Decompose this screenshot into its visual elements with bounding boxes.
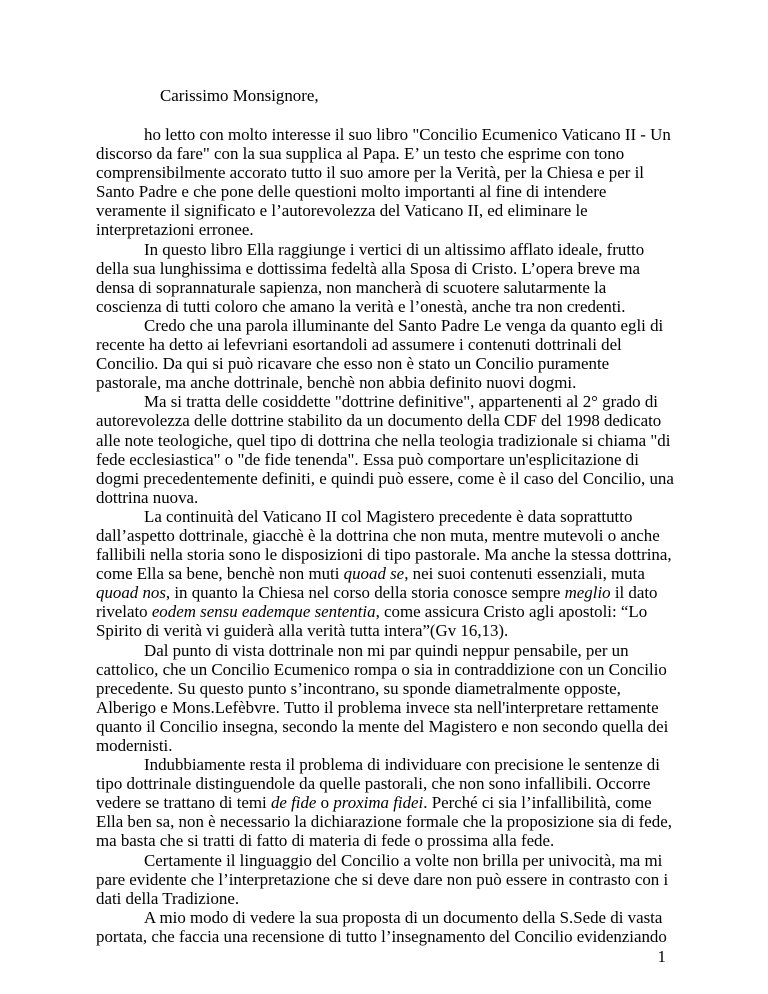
paragraph bbox=[96, 125, 676, 240]
paragraph bbox=[96, 851, 676, 908]
italic-phrase: de fide bbox=[270, 793, 317, 813]
text-run: Indubbiamente resta il problema di individuare con precisione le sentenze di tipo dottrinale distinguendole da quelle pastorali, che non sono infallibili. Occorre vedere se trattano di temi bbox=[96, 755, 660, 813]
text-run: Certamente il linguaggio del Concilio a volte non brilla per univocità, ma mi pare evidente che l’interpretazione che si deve dare non può essere in contrasto con i dati della Tradizione. bbox=[96, 850, 669, 908]
salutation: Carissimo Monsignore, bbox=[160, 86, 319, 105]
italic-phrase: meglio bbox=[564, 583, 611, 603]
text-run: Credo che una parola illuminante del Santo Padre Le venga da quanto egli di recente ha detto ai lefevriani esortandoli ad assumere i contenuti dottrinali del Concilio. Da qui si può ricavare che esso non è stato un Concilio puramente pastorale, ma anche dottrinale, benchè non abbia definito nuovi dogmi. bbox=[96, 315, 664, 393]
page-number: 1 bbox=[657, 947, 666, 966]
paragraph bbox=[96, 240, 676, 316]
paragraph bbox=[96, 755, 676, 850]
text-run: La continuità del Vaticano II col Magistero precedente è data soprattutto dall’aspetto dottrinale, giacchè è la dottrina che non muta, mentre mutevoli o anche fallibili nella storia sono le disposizioni di tipo pastorale. Ma anche la stessa dottrina, come Ella sa bene, benchè non muti bbox=[96, 506, 672, 584]
paragraph bbox=[96, 316, 676, 392]
text-run: , come assicura Cristo agli apostoli: “Lo Spirito di verità vi guiderà alla verità tutta intera”(Gv 16,13). bbox=[96, 602, 648, 641]
text-run: , in quanto la Chiesa nel corso della storia conosce sempre bbox=[165, 583, 565, 603]
paragraph bbox=[96, 507, 676, 641]
text-run: . Perché ci sia l’infallibilità, come Ella ben sa, non è necessario la dichiarazione formale che la proposizione sia di fede, ma basta che si tratti di fatto di materia di fede o prossima alla fede. bbox=[96, 793, 672, 851]
paragraph bbox=[96, 392, 676, 507]
paragraph bbox=[96, 908, 676, 946]
paragraph bbox=[96, 641, 676, 756]
italic-phrase: quoad nos bbox=[96, 583, 166, 603]
italic-phrase: proxima fidei bbox=[333, 793, 424, 813]
text-run: Dal punto di vista dottrinale non mi par quindi neppur pensabile, per un cattolico, che un Concilio Ecumenico rompa o sia in contraddizione con un Concilio precedente. Su questo punto s’incontrano, su sponde diametralmente opposte, Alberigo e Mons.Lefèbvre. Tutto il problema invece sta nell'interpretare rettamente quanto il Concilio insegna, secondo la mente del Magistero e non secondo quella dei modernisti. bbox=[96, 640, 669, 755]
text-run: o bbox=[316, 793, 334, 813]
text-run: , nei suoi contenuti essenziali, muta bbox=[404, 564, 645, 584]
text-run: In questo libro Ella raggiunge i vertici di un altissimo afflato ideale, frutto della sua lunghissima e dottissima fedeltà alla Sposa di Cristo. L’opera breve ma densa di soprannaturale sapienza, non mancherà di scuotere salutarmente la coscienza di tutti coloro che amano la verità e l’onestà, anche tra non credenti. bbox=[96, 239, 645, 316]
letter-body bbox=[96, 125, 676, 946]
italic-phrase: quoad se bbox=[343, 564, 405, 584]
text-run: ho letto con molto interesse il suo libro "Concilio Ecumenico Vaticano II - Un discorso da fare" con la sua supplica al Papa. E’ un testo che esprime con tono comprensibilmente accorato tutto il suo amore per la Verità, per la Chiesa e per il Santo Padre e che pone delle questioni molto importanti al fine di intendere veramente il significato e l’autorevolezza del Vaticano II, ed eliminare le interpretazioni erronee. bbox=[96, 125, 671, 240]
text-run: A mio modo di vedere la sua proposta di un documento della S.Sede di vasta portata, che faccia una recensione di tutto l’insegnamento del Concilio evidenziando bbox=[96, 907, 667, 946]
text-run: Ma si tratta delle cosiddette "dottrine definitive", appartenenti al 2° grado di autorevolezza delle dottrine stabilito da un documento della CDF del 1998 dedicato alle note teologiche, quel tipo di dottrina che nella teologia tradizionale si chiama "di fede ecclesiastica" o "de fide tenenda". Essa può comportare un'esplicitazione di dogmi precedentemente definiti, e quindi può essere, come è il caso del Concilio, una dottrina nuova. bbox=[96, 392, 674, 507]
italic-phrase: eodem sensu eademque sententia bbox=[151, 602, 376, 622]
text-run: il dato rivelato bbox=[96, 583, 658, 622]
